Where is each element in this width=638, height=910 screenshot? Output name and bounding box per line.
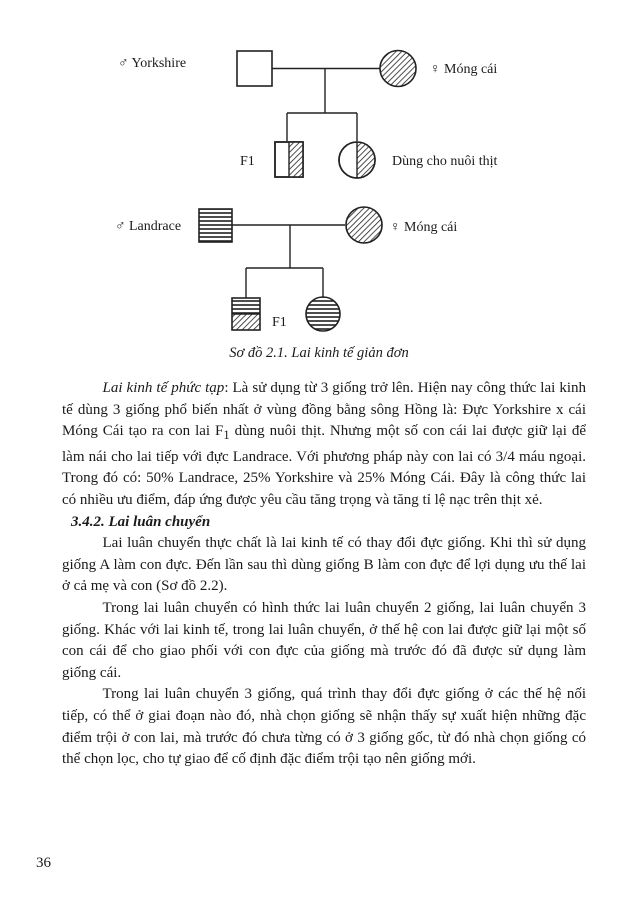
cross-landrace-mongcai xyxy=(115,207,457,331)
offspring-note: Dùng cho nuôi thịt xyxy=(392,154,498,169)
female-mongcai-circle xyxy=(380,51,416,87)
female-mongcai-label: ♀ Móng cái xyxy=(430,62,498,77)
male-landrace-square xyxy=(199,209,232,242)
f1-label: F1 xyxy=(240,154,255,169)
pedigree-diagram xyxy=(0,0,638,350)
paragraph-lai-kinh-te-phuc-tap xyxy=(62,378,586,512)
figure-caption: Sơ đồ 2.1. Lai kinh tế giản đơn xyxy=(229,345,409,361)
female-mongcai-circle xyxy=(346,207,382,243)
f1-female-circle xyxy=(306,297,340,331)
paragraph: Trong lai luân chuyển có hình thức lai luân chuyển 2 giống, lai luân chuyển 3 giống. Khác với lai kinh tế, trong lai luân chuyển, ở thế hệ con lai được giữ lại một số con cái để cho giao phối với con đực của giống mà trước đó đã được sử dụng làm giống cái. xyxy=(62,599,586,681)
term-lead: Lai kinh tế phức tạp xyxy=(102,380,225,396)
body-text xyxy=(62,378,586,771)
section-heading: 3.4.2. Lai luân chuyển xyxy=(71,513,211,530)
paragraph-text: : Là sử dụng từ 3 giống trở lên. Hiện nay công thức lai kinh tế dùng 3 giống phổ biến nhất ở vùng đồng bằng sông Hồng là: Đực Yorkshire x cái Móng Cái tạo ra con lai F xyxy=(62,380,586,440)
page-number: 36 xyxy=(36,855,51,871)
paragraph: Lai luân chuyển thực chất là lai kinh tế có thay đổi đực giống. Khi thì sử dụng giống A làm con đực. Đến lần sau thì dùng giống B làm con đực để lợi dụng ưu thế lai ở cả mẹ và con (Sơ đồ 2.2). xyxy=(62,535,586,595)
subscript: 1 xyxy=(223,428,230,443)
f1-label: F1 xyxy=(272,315,287,330)
f1-male-square-top xyxy=(232,298,260,314)
male-landrace-label: ♂ Landrace xyxy=(115,219,182,234)
male-yorkshire-label: ♂ Yorkshire xyxy=(118,56,187,71)
female-mongcai-label: ♀ Móng cái xyxy=(390,220,458,235)
male-yorkshire-square xyxy=(237,51,272,86)
paragraph: Trong lai luân chuyển 3 giống, quá trình thay đổi đực giống ở các thế hệ nối tiếp, có thể ở giai đoạn nào đó, nhà chọn giống sẽ nhận thấy sự xuất hiện những đặc điểm trội ở con lai, mà trước đó chưa từng có ở 3 giống gốc, từ đó nhà chọn giống có thể chọn lọc, cho tự giao để cố định đặc điểm trội tạo nên giống mới. xyxy=(62,686,586,768)
paragraph-text: dùng nuôi thịt. Nhưng một số con cái lai được giữ lại để làm nái cho lai tiếp với đực Landrace. Với phương pháp này con lai có 3/4 máu ngoại. Trong đó có: 50% Landrace, 25% Yorkshire và 25% Móng Cái. Đây là công thức lai có nhiều ưu điểm, đáp ứng được yêu cầu tăng trọng và tăng tỉ lệ nạc trên thịt xẻ. xyxy=(62,423,586,508)
cross-yorkshire-mongcai xyxy=(118,51,497,179)
f1-male-square-bottom xyxy=(232,314,260,330)
f1-male-square-hatch xyxy=(289,142,303,177)
